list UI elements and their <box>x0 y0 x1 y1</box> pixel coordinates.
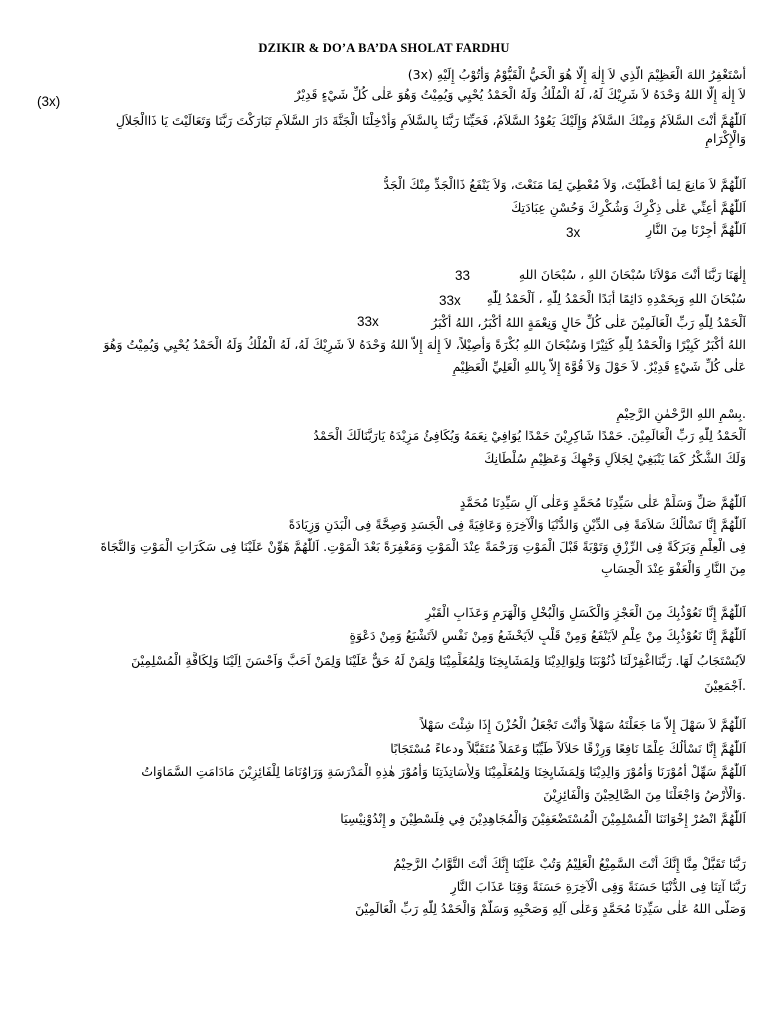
tahlil-line: لاَ إِلٰهَ إِلَّا اللهُ وَحْدَهُ لاَ شَرِيْكَ لَهُ، لَهُ الْمُلْكُ وَلَهُ الْحَمْدُ يُحْيِي وَيُمِيْتُ وَهُوَ عَلٰى كُلِّ شَيْءٍ قَدِيْرٌ <box>294 87 746 102</box>
la-mania-line: اَللّٰهُمَّ لاَ مَانِعَ لِمَا أَعْطَيْتَ، وَلاَ مُعْطِيَ لِمَا مَنَعْتَ، وَلاَ يَنْفَعُ ذَاالْجَدِّ مِنْكَ الْجَدُّ <box>383 177 746 192</box>
salamah-dua-line: اَللّٰهُمَّ إِنَّا نَسْأَلُكَ سَلاَمَةً فِى الدِّيْنِ وَالدُّنْيَا وَالْآخِرَةِ وَعَافِيَةً فِى الْجَسَدِ وَصِحَّةً فِى الْبَدَنِ وَزِيَادَةً <box>288 517 746 532</box>
repeat-count-label: 3x <box>566 225 581 240</box>
basmalah-line: .بِسْمِ اللهِ الرَّحْمٰنِ الرَّحِيْمِ <box>616 406 746 421</box>
maghfirah-dua-line: لاَيُسْتَجَابُ لَهَا. رَبَّنَااغْفِرْلَنَا ذُنُوْبَنَا وَلِوَالِدِيْنَا وَلِمَشَايِخِنَا وَلِمُعَلِّمِيْنَا وَلِمَنْ لَهُ حَقٌّ عَلَيْنَا وَلِمَنْ اَحَبَّ وَاَحْسَنَ اِلَيْنَا وَلِكَافَّةِ الْمُسْلِمِيْنَ <box>131 653 746 668</box>
takbir-tahlil-line: اللهُ أَكْبَرُ كَبِيْرًا وَالْحَمْدُ لِلّٰهِ كَثِيْرًا وَسُبْحَانَ اللهِ بُكْرَةً وَأَصِيْلاً، لاَ إِلٰهَ إِلاَّ اللهُ وَحْدَهُ لاَ شَرِيْكَ لَهُ، لَهُ الْمُلْكُ وَلَهُ الْحَمْدُ يُحْيِي وَيُمِيْتُ وَهُوَ <box>103 337 746 352</box>
sapu-jagat-line: رَبَّنَا آتِنَا فِى الدُّنْيَا حَسَنَةً وَفِى الْآخِرَةِ حَسَنَةً وَقِنَا عَذَابَ النَّارِ <box>450 879 746 894</box>
ajirna-line: اَللّٰهُمَّ أَجِرْنَا مِنَ النَّارِ <box>646 222 746 237</box>
ilahana-line: إِلٰهَنَا رَبَّنَا أَنْتَ مَوْلاَنَا سُبْحَانَ اللهِ ، سُبْحَانَ اللهِ <box>518 267 746 282</box>
hamdalah-line: اَلْحَمْدُ لِلّٰهِ رَبِّ الْعَالَمِيْنَ. حَمْدًا شَاكِرِيْنَ حَمْدًا يُوَافِيْ نِعَمَهُ وَيُكَافِئُ مَزِيْدَهُ يَارَبَّنَالَكَ الْحَمْدُ <box>313 428 746 443</box>
takbir-line: اَلْحَمْدُ لِلّٰهِ رَبِّ الْعَالَمِيْنَ عَلٰى كُلِّ حَالٍ وَنِعْمَةٍ اللهُ أَكْبَرُ، اللهُ أَكْبَرُ <box>431 315 746 330</box>
sholawat-line: اَللّٰهُمَّ صَلِّ وَسَلِّمْ عَلٰى سَيِّدِنَا مُحَمَّدٍ وَعَلٰى آلِ سَيِّدِنَا مُحَمَّدٍ <box>459 495 746 510</box>
taawudz-line: اَللّٰهُمَّ إِنَّا نَعُوْذُبِكَ مِنَ الْعَجْزِ وَالْكَسَلِ وَالْبُخْلِ وَالْهَرَمِ وَعَذَابِ الْقَبْرِ <box>425 605 746 620</box>
taqabbal-line: رَبَّنَا تَقَبَّلْ مِنَّا إِنَّكَ أَنْتَ السَّمِيْعُ الْعَلِيْمُ وَتُبْ عَلَيْنَا إِنَّكَ أَنْتَ التَّوَّابُ الرَّحِيْمُ <box>393 856 746 871</box>
salamah-dua-line-end: مِنَ النَّارِ وَالْعَفْوَ عِنْدَ الْحِسَابِ <box>600 561 746 576</box>
tahmid-line: سُبْحَانَ اللهِ وَبِحَمْدِهِ دَائِمًا أَبَدًا الْحَمْدُ لِلّٰهِ ، اَلْحَمْدُ لِلّٰهِ <box>486 291 746 306</box>
sahl-dua-line: اَللّٰهُمَّ لاَ سَهْلَ إِلاَّ مَا جَعَلْتَهُ سَهْلاً وَأَنْتَ تَجْعَلُ الْحُزْنَ إِذَا شِئْتَ سَهْلاً <box>420 717 746 732</box>
salam-dua-line-end: وَالْإِكْرَامِ <box>705 131 746 146</box>
repeat-count-label: (3x) <box>37 94 61 109</box>
salam-dua-line: اَللّٰهُمَّ أَنْتَ السَّلاَمُ وَمِنْكَ السَّلاَمُ وَإِلَيْكَ يَعُوْدُ السَّلاَمُ، فَحَيِّنَا رَبَّنَا بِالسَّلاَمِ وَأَدْخِلْنَا الْجَنَّةَ دَارَ السَّلاَمِ تَبَارَكْتَ رَبَّنَا وَتَعَالَيْتَ يَا ذَاالْجَلاَلِ <box>115 113 746 128</box>
repeat-count-label: 33x <box>357 314 379 329</box>
hamdalah-line-end: وَلَكَ الشُّكْرُ كَمَا يَنْبَغِيْ لِجَلاَلِ وَجْهِكَ وَعَظِيْمِ سُلْطَانِكَ <box>484 451 746 466</box>
ainni-line: اَللّٰهُمَّ أَعِنِّي عَلٰى ذِكْرِكَ وَشُكْرِكَ وَحُسْنِ عِبَادَتِكَ <box>511 200 746 215</box>
repeat-count-label: 33x <box>439 293 461 308</box>
sahhil-umurana-line: اَللّٰهُمَّ سَهِّلْ أُمُوْرَنَا وَأُمُوْرَ وَالِدِيْنَا وَلِمَشَايِخِنَا وَلِمُعَلِّمِيْنَا وَلِأَسَاتِذَتِنَا وَأُمُوْرَ هٰذِهِ الْمَدْرَسَةِ وَرَاوُنَامَا لِلْفَائِزِيْنَ مَادَامَتِ السَّمَاوَاتُ <box>141 764 746 779</box>
repeat-count-label: 33 <box>455 268 471 283</box>
sahhil-umurana-line-end: .وَالْأَرْضُ وَاجْعَلْنَا مِنَ الصَّالِحِيْنَ وَالْفَائِزِيْنَ <box>543 787 746 802</box>
istighfar-line: أَسْتَغْفِرُ اللهَ الْعَظِيْمَ الَّذِي لاَ إِلٰهَ إِلَّا هُوَ الْحَيُّ الْقَيُّوْمُ وَأَتُوْبُ إِلَيْهِ (3x) <box>407 67 746 82</box>
salamah-dua-line-2: فِى الْعِلْمِ وَبَرَكَةً فِى الرِّزْقِ وَتَوْبَةً قَبْلَ الْمَوْتِ وَرَحْمَةً عِنْدَ الْمَوْتِ وَمَغْفِرَةً بَعْدَ الْمَوْتِ. اَللّٰهُمَّ هَوِّنْ عَلَيْنَا فِى سَكَرَاتِ الْمَوْتِ وَالنَّجَاةَ <box>100 539 746 554</box>
ilm-dua-line: اَللّٰهُمَّ إِنَّا نَعُوْذُبِكَ مِنْ عِلْمٍ لاَيَنْفَعُ وَمِنْ قَلْبٍ لاَيَخْشَعُ وَمِنْ نَفْسٍ لاَتَشْبَعُ وَمِنْ دَعْوَةٍ <box>349 628 746 643</box>
ilman-nafian-line: اَللّٰهُمَّ إِنَّا نَسْأَلُكَ عِلْمًا نَافِعًا وَرِزْقًا حَلاَلاً طَيِّبًا وَعَمَلاً مُتَقَبَّلاً ودعاءً مُسْتَجَابًا <box>390 741 746 756</box>
page-title: DZIKIR & DO’A BA’DA SHOLAT FARDHU <box>258 41 510 55</box>
nusrah-dua-line: اَللّٰهُمَّ انْصُرْ إِخْوَانَنَا الْمُسْلِمِيْنَ الْمُسْتَضْعَفِيْنَ وَالْمُجَاهِدِيْنَ فِي فِلَسْطِيْنَ و إِنْدُوْنِيْسِيَا <box>340 811 746 826</box>
hauqalah-line: عَلٰى كُلِّ شَيْءٍ قَدِيْرٌ. لاَ حَوْلَ وَلاَ قُوَّةَ إِلاَّ بِاللهِ الْعَلِيِّ الْعَظِيْمِ <box>452 359 746 374</box>
maghfirah-dua-line-end: .اَجْمَعِيْنَ <box>704 678 746 693</box>
closing-sholawat-line: وَصَلَّى اللهُ عَلٰى سَيِّدِنَا مُحَمَّدٍ وَعَلٰى آلِهِ وَصَحْبِهِ وَسَلَّمْ وَالْحَمْدُ لِلّٰهِ رَبِّ الْعَالَمِيْنَ <box>355 901 746 916</box>
